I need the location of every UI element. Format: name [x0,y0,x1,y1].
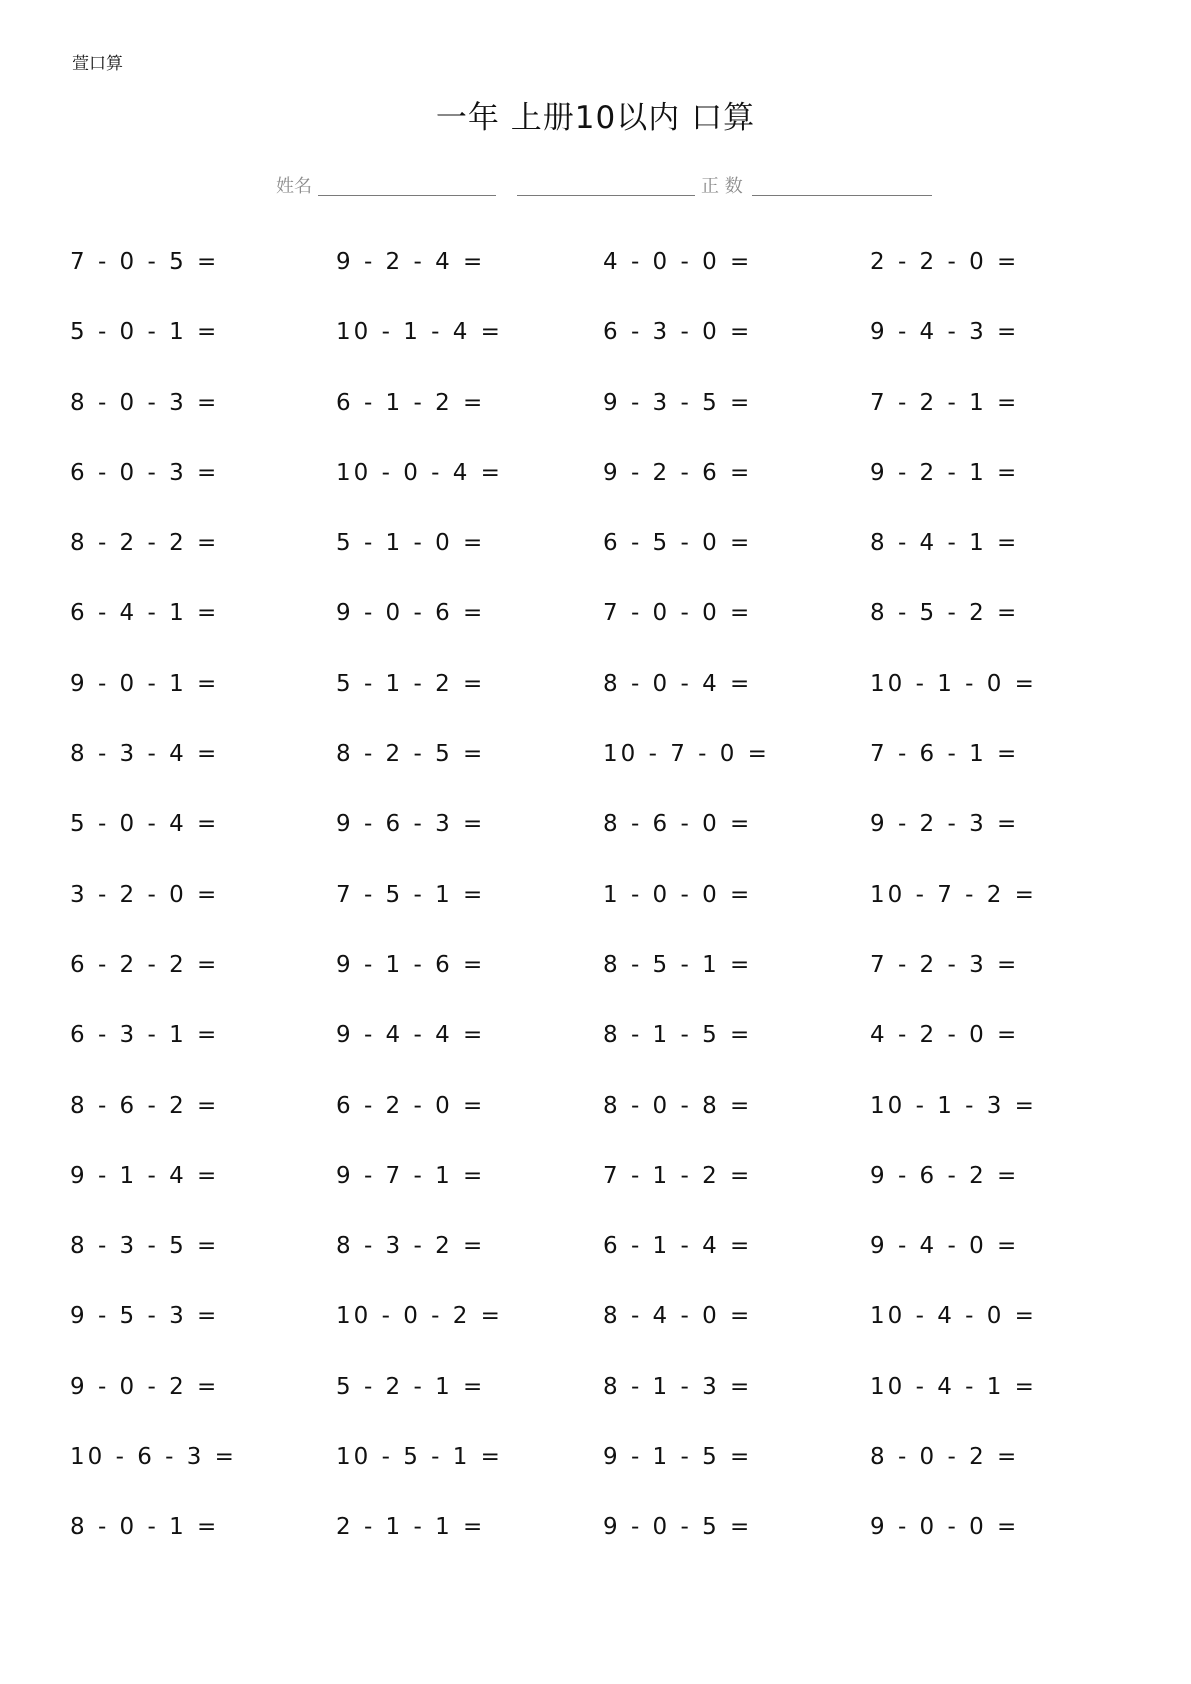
problem-item: 8 - 4 - 1 = [870,530,1020,557]
problem-item: 8 - 2 - 2 = [70,530,220,557]
problem-item: 10 - 1 - 3 = [870,1092,1037,1119]
problem-item: 9 - 1 - 5 = [603,1444,753,1471]
problem-item: 10 - 5 - 1 = [336,1444,503,1471]
problem-row [70,599,1150,669]
problem-item: 2 - 2 - 0 = [870,249,1020,275]
problem-item: 5 - 1 - 0 = [336,530,486,557]
correct-count-label: 正 数 [701,176,743,197]
header-tag: 萱口算 [72,54,123,74]
problem-item: 9 - 7 - 1 = [336,1162,486,1189]
problem-item: 7 - 0 - 5 = [70,249,220,275]
problem-item: 9 - 0 - 0 = [870,1514,1020,1541]
problem-row [70,1373,1150,1443]
problem-item: 6 - 2 - 2 = [70,951,220,978]
problem-item: 9 - 2 - 6 = [603,459,753,486]
problem-item: 9 - 0 - 5 = [603,1514,753,1541]
problem-item: 7 - 6 - 1 = [870,741,1020,768]
problem-item: 10 - 4 - 0 = [870,1303,1037,1330]
problem-item: 6 - 2 - 0 = [336,1092,486,1119]
problem-item: 6 - 0 - 3 = [70,459,220,486]
name-line[interactable] [318,195,496,196]
problem-item: 10 - 0 - 2 = [336,1303,503,1330]
problem-item: 7 - 5 - 1 = [336,881,486,908]
problem-item: 4 - 0 - 0 = [603,249,753,275]
problem-item: 9 - 1 - 6 = [336,951,486,978]
problem-item: 9 - 4 - 3 = [870,319,1020,346]
problem-item: 9 - 4 - 4 = [336,1022,486,1049]
problem-item: 9 - 2 - 4 = [336,249,486,275]
problem-item: 9 - 5 - 3 = [70,1303,220,1330]
problem-item: 10 - 4 - 1 = [870,1373,1037,1400]
problem-grid [70,248,1150,1584]
problem-item: 8 - 6 - 0 = [603,811,753,838]
problem-row [70,1443,1150,1513]
problem-item: 9 - 1 - 4 = [70,1162,220,1189]
problem-item: 8 - 4 - 0 = [603,1303,753,1330]
problem-item: 9 - 0 - 2 = [70,1373,220,1400]
problem-item: 5 - 0 - 1 = [70,319,220,346]
problem-row [70,881,1150,951]
problem-item: 9 - 6 - 3 = [336,811,486,838]
problem-item: 8 - 0 - 1 = [70,1514,220,1541]
problem-item: 6 - 3 - 1 = [70,1022,220,1049]
problem-item: 8 - 1 - 5 = [603,1022,753,1049]
problem-item: 6 - 1 - 4 = [603,1233,753,1260]
problem-item: 10 - 0 - 4 = [336,459,503,486]
problem-row [70,459,1150,529]
problem-row [70,318,1150,388]
problem-item: 10 - 7 - 2 = [870,881,1037,908]
problem-item: 4 - 2 - 0 = [870,1022,1020,1049]
problem-item: 1 - 0 - 0 = [603,881,753,908]
problem-item: 10 - 1 - 4 = [336,319,503,346]
problem-row [70,951,1150,1021]
blank-line[interactable] [517,195,695,196]
problem-item: 7 - 2 - 3 = [870,951,1020,978]
problem-item: 8 - 0 - 8 = [603,1092,753,1119]
problem-item: 10 - 6 - 3 = [70,1444,237,1471]
problem-item: 8 - 6 - 2 = [70,1092,220,1119]
problem-item: 8 - 3 - 2 = [336,1233,486,1260]
problem-row [70,1162,1150,1232]
problem-item: 3 - 2 - 0 = [70,881,220,908]
problem-item: 7 - 1 - 2 = [603,1162,753,1189]
problem-item: 7 - 0 - 0 = [603,600,753,627]
problem-item: 8 - 5 - 2 = [870,600,1020,627]
problem-row [70,1302,1150,1372]
problem-item: 8 - 1 - 3 = [603,1373,753,1400]
problem-item: 9 - 0 - 1 = [70,670,220,697]
info-row [0,176,1191,200]
problem-item: 6 - 4 - 1 = [70,600,220,627]
problem-item: 5 - 1 - 2 = [336,670,486,697]
problem-item: 7 - 2 - 1 = [870,389,1020,416]
problem-row [70,810,1150,880]
problem-item: 10 - 7 - 0 = [603,741,770,768]
problem-row [70,1232,1150,1302]
problem-item: 10 - 1 - 0 = [870,670,1037,697]
problem-item: 2 - 1 - 1 = [336,1514,486,1541]
problem-item: 6 - 3 - 0 = [603,319,753,346]
problem-item: 9 - 6 - 2 = [870,1162,1020,1189]
problem-item: 8 - 2 - 5 = [336,741,486,768]
page-title: 一年 上册10以内 口算 [435,100,756,136]
problem-item: 6 - 1 - 2 = [336,389,486,416]
problem-item: 6 - 5 - 0 = [603,530,753,557]
problem-row [70,529,1150,599]
correct-count-line[interactable] [752,195,932,196]
problem-item: 8 - 3 - 4 = [70,741,220,768]
problem-row [70,670,1150,740]
problem-item: 8 - 5 - 1 = [603,951,753,978]
problem-item: 8 - 0 - 4 = [603,670,753,697]
problem-row [70,1021,1150,1091]
problem-row [70,389,1150,459]
problem-item: 8 - 0 - 3 = [70,389,220,416]
problem-row [70,740,1150,810]
problem-row [70,248,1150,318]
problem-item: 9 - 2 - 3 = [870,811,1020,838]
problem-row [70,1513,1150,1583]
problem-item: 9 - 4 - 0 = [870,1233,1020,1260]
problem-item: 5 - 2 - 1 = [336,1373,486,1400]
problem-item: 9 - 3 - 5 = [603,389,753,416]
problem-item: 8 - 0 - 2 = [870,1444,1020,1471]
problem-item: 8 - 3 - 5 = [70,1233,220,1260]
problem-item: 9 - 2 - 1 = [870,459,1020,486]
problem-row [70,1092,1150,1162]
name-label: 姓名 [276,176,312,197]
problem-item: 5 - 0 - 4 = [70,811,220,838]
problem-item: 9 - 0 - 6 = [336,600,486,627]
